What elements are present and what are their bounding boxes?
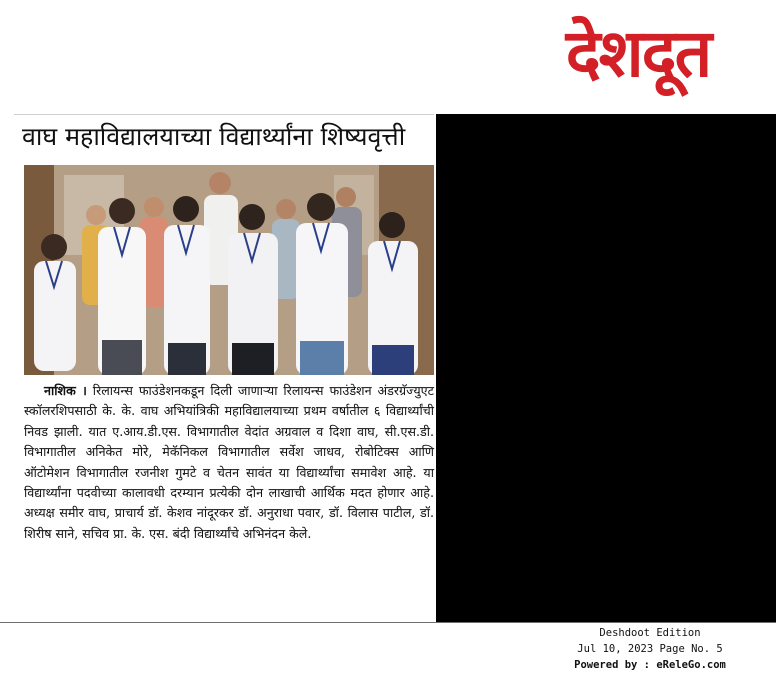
news-clipping (14, 114, 434, 623)
masthead-logo (508, 4, 768, 104)
article-headline: वाघ महाविद्यालयाच्या विद्यार्थ्यांना शिष्यवृत्ती (22, 122, 406, 151)
edition-footer (530, 625, 770, 673)
group-photo (24, 165, 434, 375)
footer-divider (0, 622, 776, 623)
logo-text: देशदूत (565, 15, 711, 92)
group-photo-icon (24, 165, 434, 375)
edition-date-page: Jul 10, 2023 Page No. 5 (577, 643, 723, 655)
article-body (24, 381, 434, 544)
blank-black-area (436, 114, 776, 622)
edition-name: Deshdoot Edition (599, 627, 701, 639)
article-dateline: नाशिक । (44, 383, 87, 398)
article-text: रिलायन्स फाउंडेशनकडून दिली जाणाऱ्या रिलायन्स फाउंडेशन अंडरग्रॅज्युएट स्कॉलरशिपसाठी के. के. वाघ अभियांत्रिकी महाविद्यालयाच्या प्रथम वर्षातील ६ विद्यार्थ्यांची निवड झाली. यात ए.आय.डी.एस. विभागातील वेदांत अग्रवाल व दिशा वाघ, सी.एस.डी. विभागातील अनिकेत मोरे, मेकॅनिकल विभागातील सर्वेश जाधव, रोबोटिक्स आणि ऑटोमेशन विभागातील रजनीश गुमटे व चेतन सावंत या विद्यार्थ्यांचा समावेश आहे. या विद्यार्थ्यांना पदवीच्या कालावधी दरम्यान प्रत्येकी दोन लाखाची आर्थिक मदत होणार आहे. अध्यक्ष समीर वाघ, प्राचार्य डॉ. केशव नांदूरकर डॉ. अनुराधा पवार, डॉ. विलास पाटील, डॉ. शिरीष साने, सचिव प्रा. के. एस. बंदी विद्यार्थ्यांचे अभिनंदन केले. (24, 383, 434, 541)
powered-by-link[interactable]: Powered by : eReleGo.com (574, 659, 726, 671)
